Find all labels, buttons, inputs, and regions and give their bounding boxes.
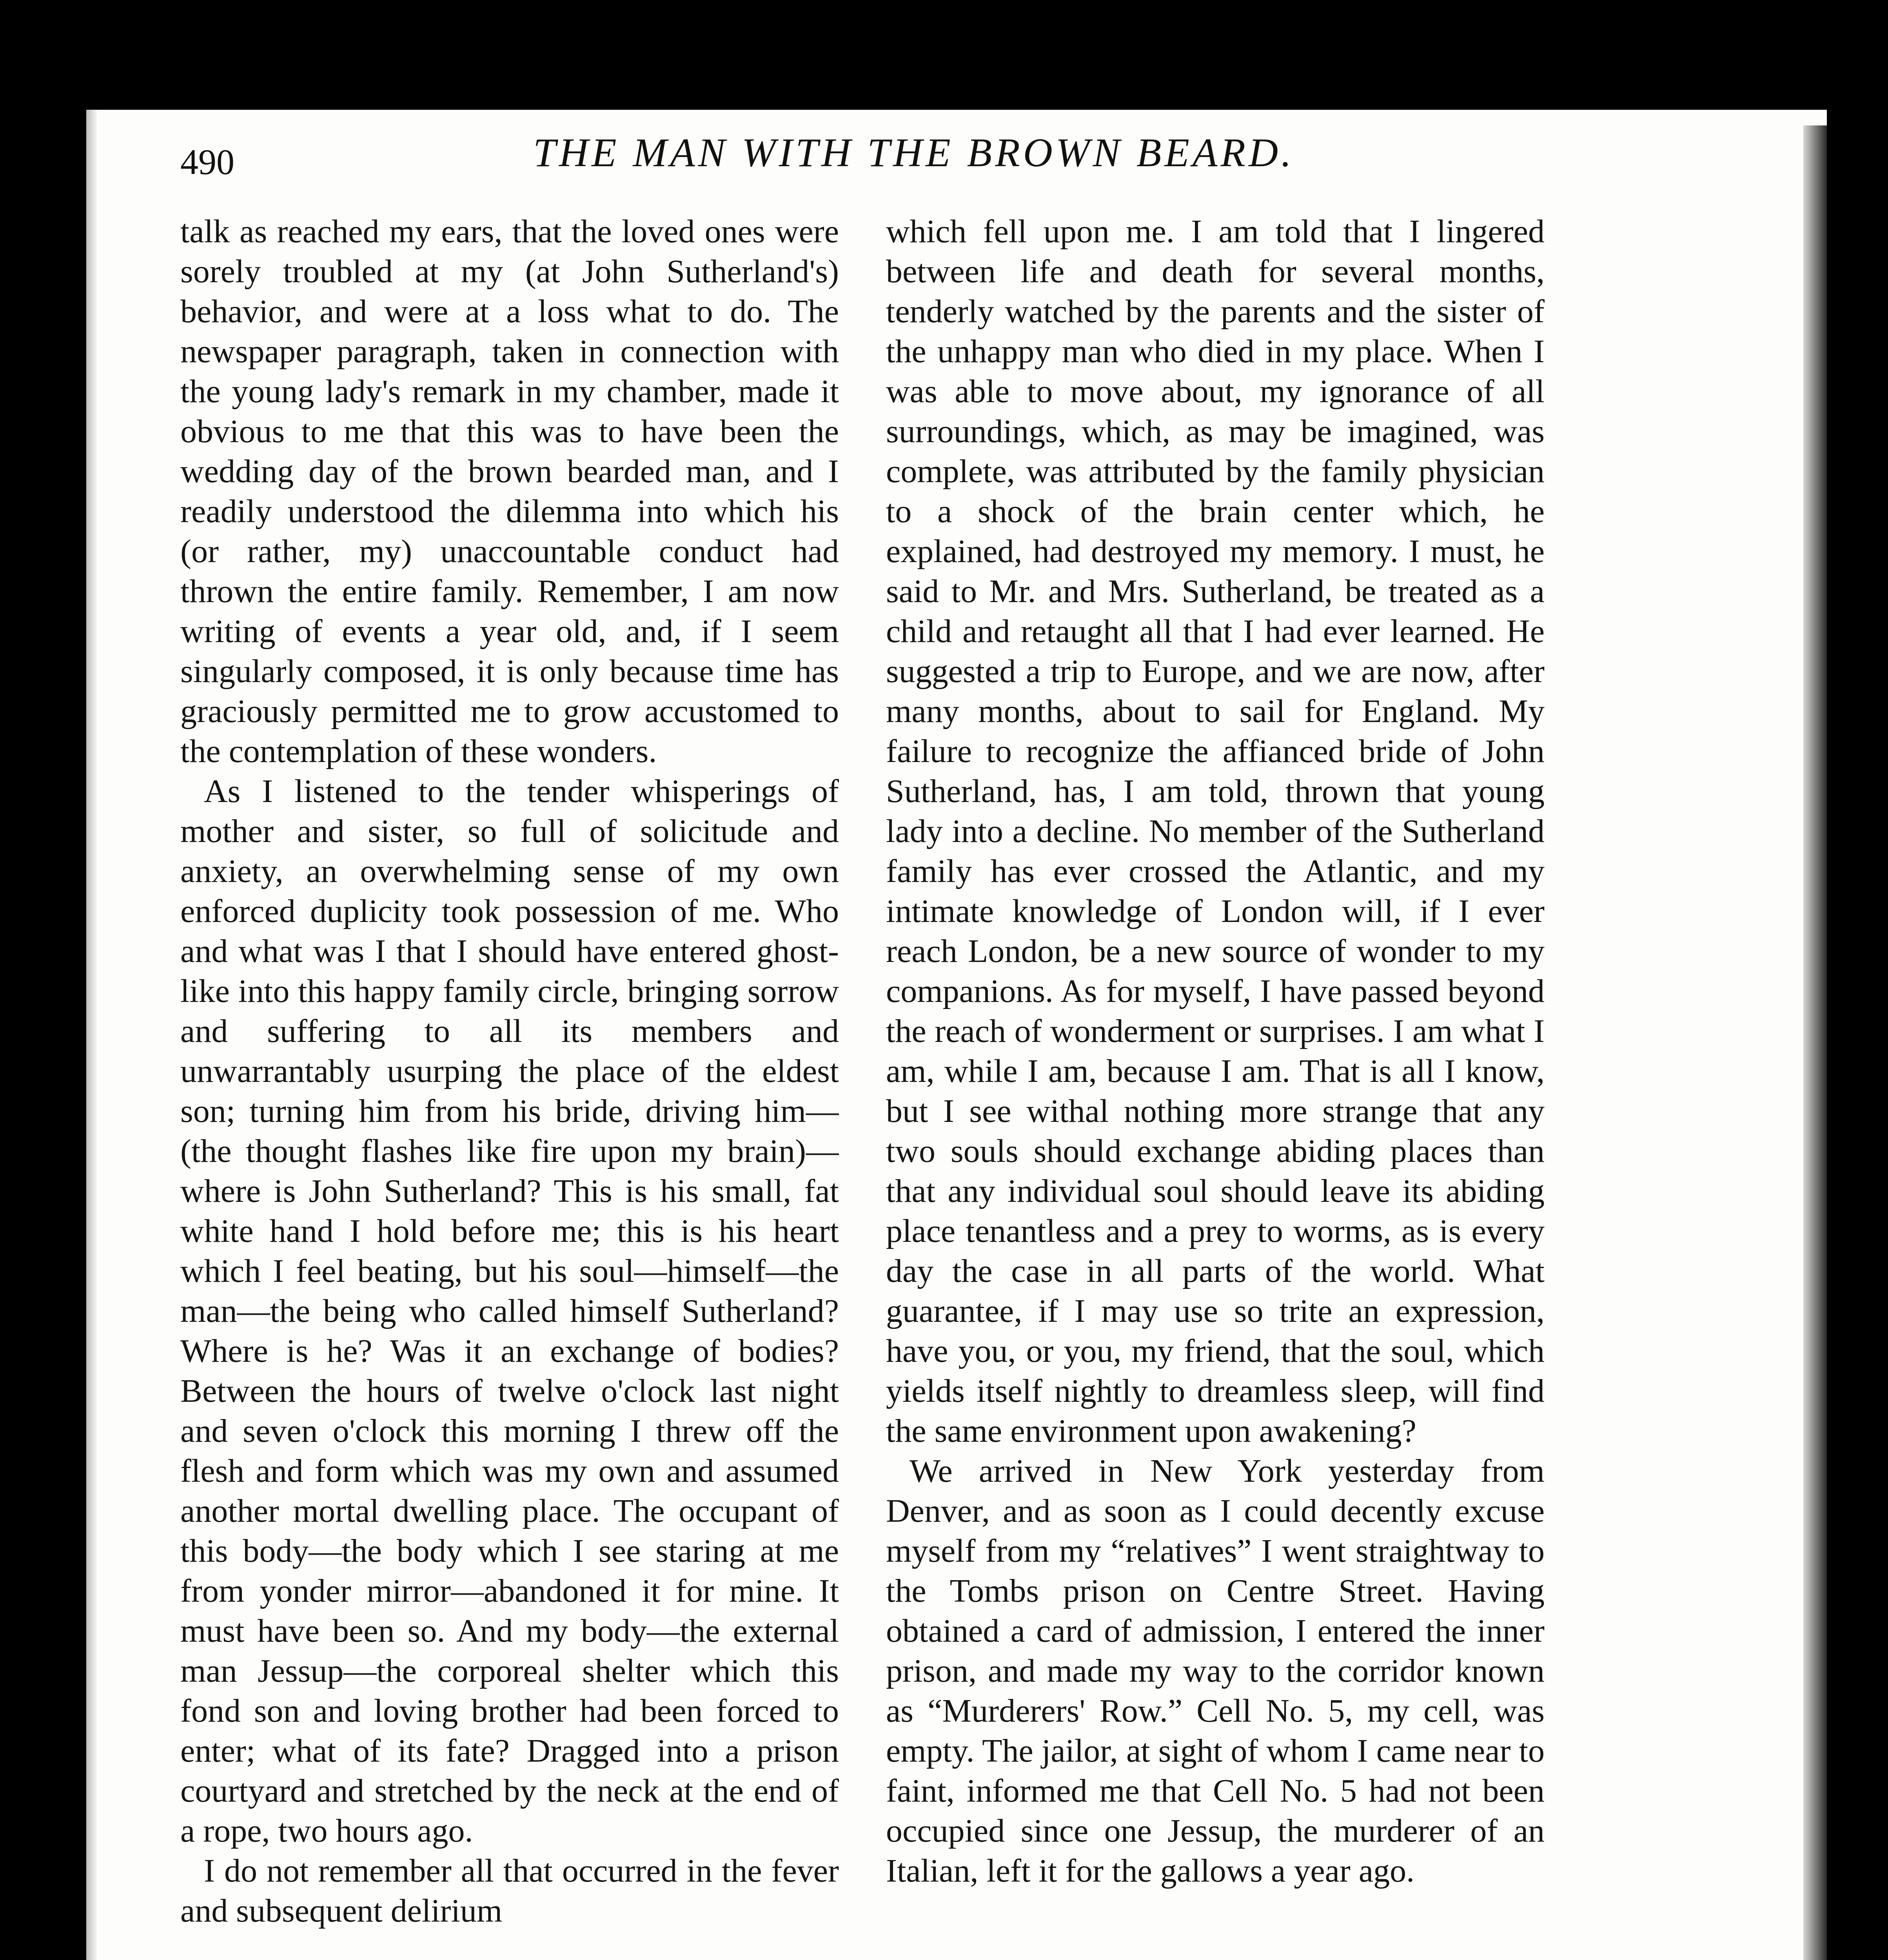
page-edge-shadow (1803, 125, 1827, 1960)
right-column (886, 212, 1545, 1960)
paragraph: I do not remember all that occurred in the fever and subsequent delirium (180, 1853, 839, 1929)
paragraph: As I listened to the tender whisperings of mother and sister, so full of solicitude and anxiety, an overwhelming sense of my own enforced duplicity took possession of me. Who and what was I that I should have entered ghost-like into this happy family circle, bringing sorrow and suffering to all its members and unwarrantably usurping the place of the eldest son; turning him from his bride, driving him—(the thought flashes like fire upon my brain)—where is John Sutherland? This is his small, fat white hand I hold before me; this is his heart which I feel beating, but his soul—himself—the man—the being who called himself Sutherland? Where is he? Was it an exchange of bodies? Between the hours of twelve o'clock last night and seven o'clock this morning I threw off the flesh and form which was my own and assumed another mortal dwelling place. The occupant of this body—the body which I see staring at me from yonder mirror—abandoned it for mine. It must have been so. And my body—the external man Jessup—the corporeal shelter which this fond son and loving brother had been forced to enter; what of its fate? Dragged into a prison courtyard and stretched by the neck at the end of a rope, two hours ago. (180, 773, 839, 1849)
page-number: 490 (180, 142, 234, 182)
paragraph: We arrived in New York yesterday from Denver, and as soon as I could decently excuse myself from my “relatives” I went straightway to the Tombs prison on Centre Street. Having obtained a card of admission, I entered the inner prison, and made my way to the corridor known as “Murderers' Row.” Cell No. 5, my cell, was empty. The jailor, at sight of whom I came near to faint, informed me that Cell No. 5 had not been occupied since one Jessup, the murderer of an Italian, left it for the gallows a year ago. (886, 1453, 1545, 1889)
left-column (180, 212, 839, 1960)
paragraph: which fell upon me. I am told that I lingered between life and death for several months, tenderly watched by the parents and the sister of the unhappy man who died in my place. When I was able to move about, my ignorance of all surroundings, which, as may be imagined, was complete, was attributed by the family physician to a shock of the brain center which, he explained, had destroyed my memory. I must, he said to Mr. and Mrs. Sutherland, be treated as a child and retaught all that I had ever learned. He suggested a trip to Europe, and we are now, after many months, about to sail for England. My failure to recognize the affianced bride of John Sutherland, has, I am told, thrown that young lady into a decline. No member of the Sutherland family has ever crossed the Atlantic, and my intimate knowledge of London will, if I ever reach London, be a new source of wonder to my companions. As for myself, I have passed beyond the reach of wonderment or surprises. I am what I am, while I am, because I am. That is all I know, but I see withal nothing more strange that any two souls should exchange abiding places than that any individual soul should leave its abiding place tenantless and a prey to worms, as is every day the case in all parts of the world. What guarantee, if I may use so trite an expression, have you, or you, my friend, that the soul, which yields itself nightly to dreamless sleep, will find the same environment upon awakening? (886, 213, 1545, 1449)
page-header (180, 125, 1662, 188)
page-gutter-shadow (86, 110, 98, 1960)
paragraph: talk as reached my ears, that the loved ones were sorely troubled at my (at John Sutherland's) behavior, and were at a loss what to do. The newspaper paragraph, taken in connection with the young lady's remark in my chamber, made it obvious to me that this was to have been the wedding day of the brown bearded man, and I readily understood the dilemma into which his (or rather, my) unaccountable conduct had thrown the entire family. Remember, I am now writing of events a year old, and, if I seem singularly composed, it is only because time has graciously permitted me to grow accustomed to the contemplation of these wonders. (180, 213, 839, 769)
running-title: THE MAN WITH THE BROWN BEARD. (533, 130, 1295, 175)
